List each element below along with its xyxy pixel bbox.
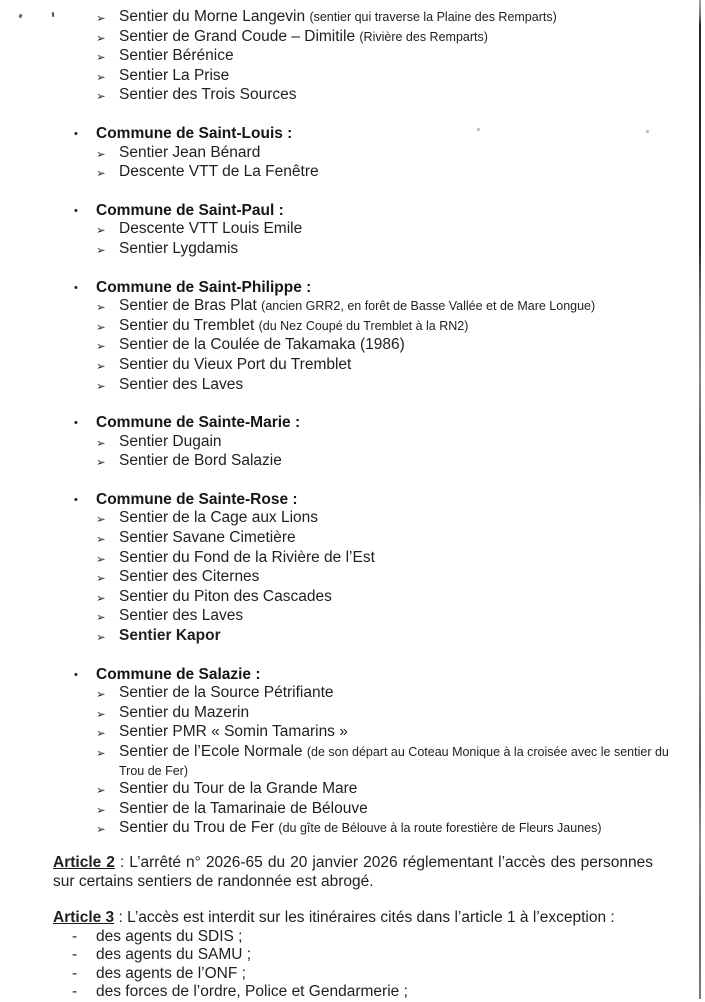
- arrow-bullet-icon: ➢: [96, 551, 106, 566]
- document-content: [0, 8, 705, 1002]
- trail-name: Sentier Jean Bénard: [119, 143, 261, 161]
- trail-name: Sentier du Vieux Port du Tremblet: [119, 355, 352, 373]
- trail-item: [96, 86, 691, 106]
- trail-name: Sentier du Tremblet (du Nez Coupé du Tremblet à la RN2): [119, 316, 469, 334]
- commune-header: [0, 279, 705, 298]
- commune-header: [0, 414, 705, 433]
- trail-item: [96, 8, 691, 28]
- commune-title: Commune de Saint-Philippe :: [96, 278, 312, 296]
- article-paragraph: [53, 853, 653, 891]
- arrow-bullet-icon: ➢: [96, 300, 106, 315]
- arrow-bullet-icon: ➢: [96, 69, 106, 84]
- arrow-bullet-icon: ➢: [96, 706, 106, 721]
- trail-name: Sentier PMR « Somin Tamarins »: [119, 723, 348, 741]
- trail-item: [96, 163, 691, 183]
- trail-name: Sentier de la Tamarinaie de Bélouve: [119, 799, 368, 817]
- commune-section: [0, 414, 705, 472]
- trail-item: [96, 800, 691, 820]
- trail-note: (ancien GRR2, en forêt de Basse Vallée et de Mare Longue): [261, 299, 596, 314]
- trail-item: [96, 28, 691, 48]
- trail-item: [96, 336, 691, 356]
- trail-item: [96, 723, 691, 743]
- arrow-bullet-icon: ➢: [96, 223, 106, 238]
- trail-name: Sentier du Fond de la Rivière de l’Est: [119, 548, 375, 566]
- arrow-bullet-icon: ➢: [96, 50, 106, 65]
- arrow-bullet-icon: ➢: [96, 319, 106, 334]
- trail-item: [96, 743, 691, 780]
- trail-name: Sentier du Mazerin: [119, 703, 250, 721]
- trail-name: Sentier de Grand Coude – Dimitile (Rivière des Remparts): [119, 27, 488, 45]
- dot-bullet-icon: •: [74, 204, 78, 217]
- commune-section: [0, 202, 705, 260]
- exception-item: [72, 928, 705, 946]
- trail-item: [96, 220, 691, 240]
- arrow-bullet-icon: ➢: [96, 455, 106, 470]
- dot-bullet-icon: •: [74, 493, 78, 506]
- commune-sections: [0, 125, 705, 839]
- arrow-bullet-icon: ➢: [96, 146, 106, 161]
- commune-header: [0, 491, 705, 510]
- trail-item: [96, 509, 691, 529]
- trail-item: [96, 317, 691, 337]
- trail-item: [96, 452, 691, 472]
- trail-name: Sentier Savane Cimetière: [119, 529, 296, 547]
- trail-note: (Rivière des Remparts): [359, 29, 488, 44]
- commune-title: Commune de Saint-Paul :: [96, 201, 284, 219]
- commune-trail-list: [0, 220, 705, 259]
- commune-title: Commune de Salazie :: [96, 665, 261, 683]
- commune-title: Commune de Saint-Louis :: [96, 124, 293, 142]
- trail-item: [96, 240, 691, 260]
- trail-note: (de son départ au Coteau Monique à la croisée avec le sentier du Trou de Fer): [119, 745, 669, 778]
- arrow-bullet-icon: ➢: [96, 339, 106, 354]
- trail-item: [96, 144, 691, 164]
- trail-name: Sentier de la Source Pétrifiante: [119, 684, 334, 702]
- trail-item: [96, 376, 691, 396]
- arrow-bullet-icon: ➢: [96, 166, 106, 181]
- arrow-bullet-icon: ➢: [96, 242, 106, 257]
- dot-bullet-icon: •: [74, 281, 78, 294]
- intro-trail-list: [0, 8, 705, 106]
- arrow-bullet-icon: ➢: [96, 630, 106, 645]
- arrow-bullet-icon: ➢: [96, 571, 106, 586]
- arrow-bullet-icon: ➢: [96, 610, 106, 625]
- trail-item: [96, 568, 691, 588]
- exception-item: [72, 965, 705, 983]
- articles-section: [0, 853, 705, 1002]
- trail-item: [96, 67, 691, 87]
- arrow-bullet-icon: ➢: [96, 590, 106, 605]
- trail-note: (du gîte de Bélouve à la route forestière de Fleurs Jaunes): [278, 821, 602, 836]
- trail-name: Sentier de Bord Salazie: [119, 452, 282, 470]
- commune-trail-list: [0, 433, 705, 472]
- arrow-bullet-icon: ➢: [96, 30, 106, 45]
- article-label: Article 3: [53, 908, 115, 926]
- arrow-bullet-icon: ➢: [96, 726, 106, 741]
- commune-header: [0, 125, 705, 144]
- trail-name: Sentier de l’Ecole Normale (de son départ au Coteau Monique à la croisée avec le sentier du Trou de Fer): [119, 743, 669, 778]
- trail-name: Sentier des Laves: [119, 375, 244, 393]
- trail-note: (sentier qui traverse la Plaine des Remparts): [309, 10, 557, 24]
- dash-bullet-icon: -: [72, 964, 78, 982]
- trail-name: Sentier de la Coulée de Takamaka (1986): [119, 336, 405, 354]
- trail-name: Sentier des Citernes: [119, 568, 260, 586]
- arrow-bullet-icon: ➢: [96, 89, 106, 104]
- commune-trail-list: [0, 509, 705, 646]
- arrow-bullet-icon: ➢: [96, 435, 106, 450]
- arrow-bullet-icon: ➢: [96, 532, 106, 547]
- arrow-bullet-icon: ➢: [96, 512, 106, 527]
- dot-bullet-icon: •: [74, 417, 78, 430]
- arrow-bullet-icon: ➢: [96, 783, 106, 798]
- commune-section: [0, 125, 705, 183]
- exception-text: des forces de l’ordre, Police et Gendarmerie ;: [96, 983, 408, 1001]
- dash-bullet-icon: -: [72, 946, 78, 964]
- arrow-bullet-icon: ➢: [96, 687, 106, 702]
- commune-title: Commune de Sainte-Marie :: [96, 414, 301, 432]
- article-label: Article 2: [53, 853, 115, 871]
- commune-header: [0, 202, 705, 221]
- trail-name: Sentier Bérénice: [119, 47, 234, 65]
- dash-bullet-icon: -: [72, 927, 78, 945]
- commune-section: [0, 666, 705, 839]
- dot-bullet-icon: •: [74, 668, 78, 681]
- exception-text: des agents du SAMU ;: [96, 946, 252, 964]
- trail-name: Descente VTT de La Fenêtre: [119, 163, 319, 181]
- trail-item: [96, 433, 691, 453]
- trail-item: [96, 819, 691, 839]
- article-body: : L’arrêté n° 2026-65 du 20 janvier 2026 réglementant l’accès des personnes sur certains sentiers de randonnée est abrogé.: [53, 853, 653, 890]
- trail-item: [96, 356, 691, 376]
- trail-note: (du Nez Coupé du Tremblet à la RN2): [258, 318, 469, 333]
- trail-item: [96, 47, 691, 67]
- arrow-bullet-icon: ➢: [96, 822, 106, 837]
- trail-item: [96, 297, 691, 317]
- trail-item: [96, 529, 691, 549]
- scan-edge-artifact: [699, 0, 701, 999]
- trail-item: [96, 627, 691, 647]
- arrow-bullet-icon: ➢: [96, 358, 106, 373]
- commune-title: Commune de Sainte-Rose :: [96, 490, 298, 508]
- exception-text: des agents du SDIS ;: [96, 927, 243, 945]
- trail-item: [96, 549, 691, 569]
- dot-bullet-icon: •: [74, 127, 78, 140]
- arrow-bullet-icon: ➢: [96, 378, 106, 393]
- trail-name: Descente VTT Louis Emile: [119, 220, 303, 238]
- trail-name: Sentier La Prise: [119, 66, 230, 84]
- arrow-bullet-icon: ➢: [96, 11, 106, 25]
- trail-name: Sentier Lygdamis: [119, 239, 239, 257]
- trail-name: Sentier de Bras Plat (ancien GRR2, en forêt de Basse Vallée et de Mare Longue): [119, 297, 596, 315]
- trail-item: [96, 780, 691, 800]
- trail-name: Sentier du Piton des Cascades: [119, 587, 332, 605]
- exception-item: [72, 946, 705, 964]
- commune-trail-list: [0, 297, 705, 395]
- article-paragraph: [53, 908, 653, 927]
- trail-item: [96, 684, 691, 704]
- trail-name: Sentier du Tour de la Grande Mare: [119, 780, 358, 798]
- article-body: : L’accès est interdit sur les itinéraires cités dans l’article 1 à l’exception :: [114, 908, 615, 926]
- trail-item: [96, 607, 691, 627]
- arrow-bullet-icon: ➢: [96, 802, 106, 817]
- commune-section: [0, 491, 705, 647]
- commune-header: [0, 666, 705, 685]
- trail-name: Sentier Dugain: [119, 432, 222, 450]
- commune-section: [0, 279, 705, 396]
- trail-name: Sentier Kapor: [119, 627, 221, 645]
- commune-trail-list: [0, 684, 705, 839]
- dash-bullet-icon: -: [72, 983, 78, 1001]
- trail-item: [96, 588, 691, 608]
- trail-name: Sentier du Trou de Fer (du gîte de Bélouve à la route forestière de Fleurs Jaunes): [119, 819, 602, 837]
- commune-trail-list: [0, 144, 705, 183]
- trail-name: Sentier des Laves: [119, 607, 244, 625]
- exception-text: des agents de l’ONF ;: [96, 964, 246, 982]
- trail-item: [96, 704, 691, 724]
- trail-name: Sentier de la Cage aux Lions: [119, 509, 319, 527]
- arrow-bullet-icon: ➢: [96, 746, 106, 760]
- trail-name: Sentier du Morne Langevin (sentier qui traverse la Plaine des Remparts): [119, 8, 557, 25]
- exception-list: [0, 928, 705, 1002]
- trail-name: Sentier des Trois Sources: [119, 86, 297, 104]
